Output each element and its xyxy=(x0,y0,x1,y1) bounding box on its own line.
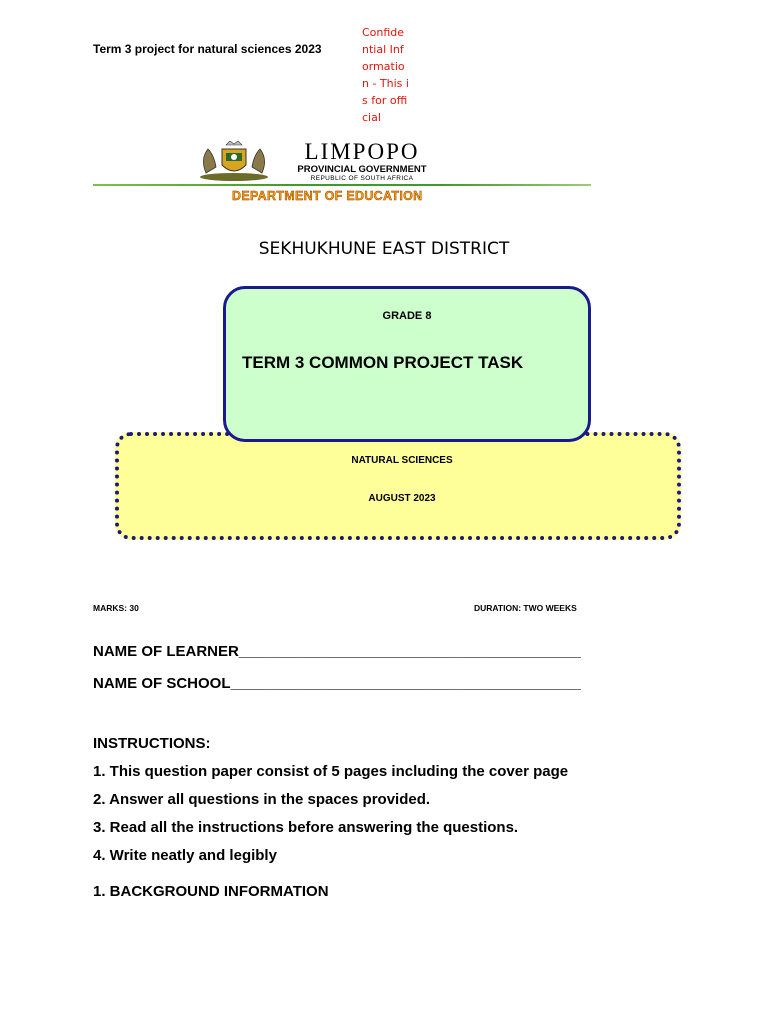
logo-main-text: LIMPOPO xyxy=(304,139,420,164)
logo-subtitle: PROVINCIAL GOVERNMENT xyxy=(297,164,427,175)
document-header-title: Term 3 project for natural sciences 2023 xyxy=(93,42,322,56)
marks-label: MARKS: 30 xyxy=(93,603,139,613)
coat-of-arms-logo xyxy=(196,137,272,183)
date-label: AUGUST 2023 xyxy=(368,493,436,504)
subject-box xyxy=(115,432,681,540)
task-title: TERM 3 COMMON PROJECT TASK xyxy=(242,353,524,372)
limpopo-logo-text xyxy=(282,140,442,183)
district-title: SEKHUKHUNE EAST DISTRICT xyxy=(258,239,510,259)
instruction-item: 3. Read all the instructions before answering the questions. xyxy=(93,819,519,836)
subject-label: NATURAL SCIENCES xyxy=(351,455,453,466)
logo-country: REPUBLIC OF SOUTH AFRICA xyxy=(310,175,414,182)
school-name-field: NAME OF SCHOOL__________________________________________ xyxy=(93,675,581,692)
confidential-notice: Confidential Information - This is for official xyxy=(362,26,409,124)
instruction-item: 4. Write neatly and legibly xyxy=(93,847,277,864)
grade-label: GRADE 8 xyxy=(382,310,432,322)
instruction-item: 1. This question paper consist of 5 pages including the cover page xyxy=(93,763,569,780)
learner-name-field: NAME OF LEARNER_________________________________________ xyxy=(93,643,581,660)
section-heading: 1. BACKGROUND INFORMATION xyxy=(93,883,329,900)
green-divider xyxy=(93,184,591,186)
instructions-heading: INSTRUCTIONS: xyxy=(93,735,211,752)
duration-label: DURATION: TWO WEEKS xyxy=(474,603,577,613)
title-box xyxy=(223,286,591,442)
instruction-item: 2. Answer all questions in the spaces provided. xyxy=(93,791,431,808)
department-title: DEPARTMENT OF EDUCATION xyxy=(232,189,423,203)
